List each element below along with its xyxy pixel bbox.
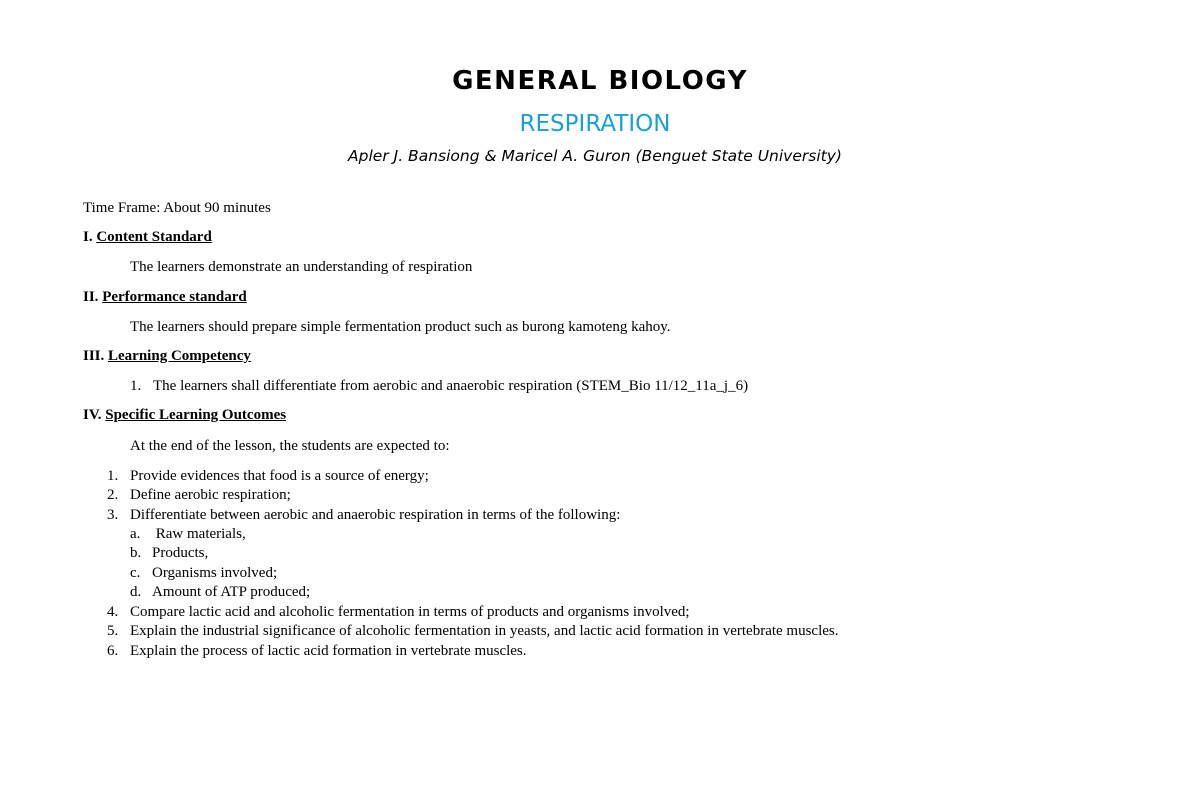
section-label: Content Standard <box>96 229 212 245</box>
section-label: Learning Competency <box>108 348 251 364</box>
section-heading-specific-learning-outcomes <box>83 406 286 424</box>
list-number: 1. <box>130 378 142 394</box>
sub-list-letter: a. <box>130 526 141 542</box>
list-text: Compare lactic acid and alcoholic fermentation in terms of products and organisms involved; <box>130 604 690 620</box>
section-body-content-standard: The learners demonstrate an understanding of respiration <box>130 259 473 275</box>
document-title: GENERAL BIOLOGY <box>452 66 748 96</box>
list-item <box>107 642 527 660</box>
section-body-performance-standard: The learners should prepare simple fermentation product such as burong kamoteng kahoy. <box>130 319 671 335</box>
list-text: Provide evidences that food is a source of energy; <box>130 468 429 484</box>
list-item <box>107 506 620 524</box>
document-authors: Apler J. Bansiong & Maricel A. Guron (Benguet State University) <box>348 147 842 165</box>
section-heading-learning-competency <box>83 347 251 365</box>
section-body-specific-learning-outcomes: At the end of the lesson, the students are expected to: <box>130 438 450 454</box>
section-heading-content-standard <box>83 228 212 246</box>
list-number: 4. <box>107 604 119 620</box>
sub-list-text: Products, <box>152 545 209 561</box>
sub-list-item <box>130 544 208 562</box>
list-number: 6. <box>107 643 119 659</box>
list-number: 2. <box>107 487 119 503</box>
list-number: 1. <box>107 468 119 484</box>
section-label: Specific Learning Outcomes <box>105 407 287 423</box>
list-number: 3. <box>107 507 119 523</box>
list-item <box>107 486 291 504</box>
time-frame: Time Frame: About 90 minutes <box>83 200 271 216</box>
section-number: II. <box>83 289 99 305</box>
list-item <box>107 603 690 621</box>
list-item <box>107 622 839 640</box>
section-number: III. <box>83 348 105 364</box>
list-text: Define aerobic respiration; <box>130 487 291 503</box>
section-label: Performance standard <box>102 289 247 305</box>
list-text: Differentiate between aerobic and anaerobic respiration in terms of the following: <box>130 507 621 523</box>
sub-list-text: Amount of ATP produced; <box>152 584 311 600</box>
list-text: Explain the industrial significance of alcoholic fermentation in yeasts, and lactic acid formation in vertebrate muscles. <box>130 623 839 639</box>
section-heading-performance-standard <box>83 288 247 306</box>
list-item <box>107 467 429 485</box>
sub-list-item <box>130 583 310 601</box>
sub-list-letter: d. <box>130 584 142 600</box>
sub-list-letter: c. <box>130 565 141 581</box>
sub-list-item <box>130 564 277 582</box>
sub-list-item <box>130 525 246 543</box>
sub-list-text: Organisms involved; <box>152 565 278 581</box>
section-number: IV. <box>83 407 102 423</box>
list-number: 5. <box>107 623 119 639</box>
section-number: I. <box>83 229 93 245</box>
document-subtitle: RESPIRATION <box>519 111 671 137</box>
list-text: The learners shall differentiate from aerobic and anaerobic respiration (STEM_Bio 11/12_11a_j_6) <box>153 378 749 394</box>
competency-item <box>130 377 748 395</box>
sub-list-letter: b. <box>130 545 142 561</box>
list-text: Explain the process of lactic acid formation in vertebrate muscles. <box>130 643 527 659</box>
sub-list-text: Raw materials, <box>155 526 246 542</box>
